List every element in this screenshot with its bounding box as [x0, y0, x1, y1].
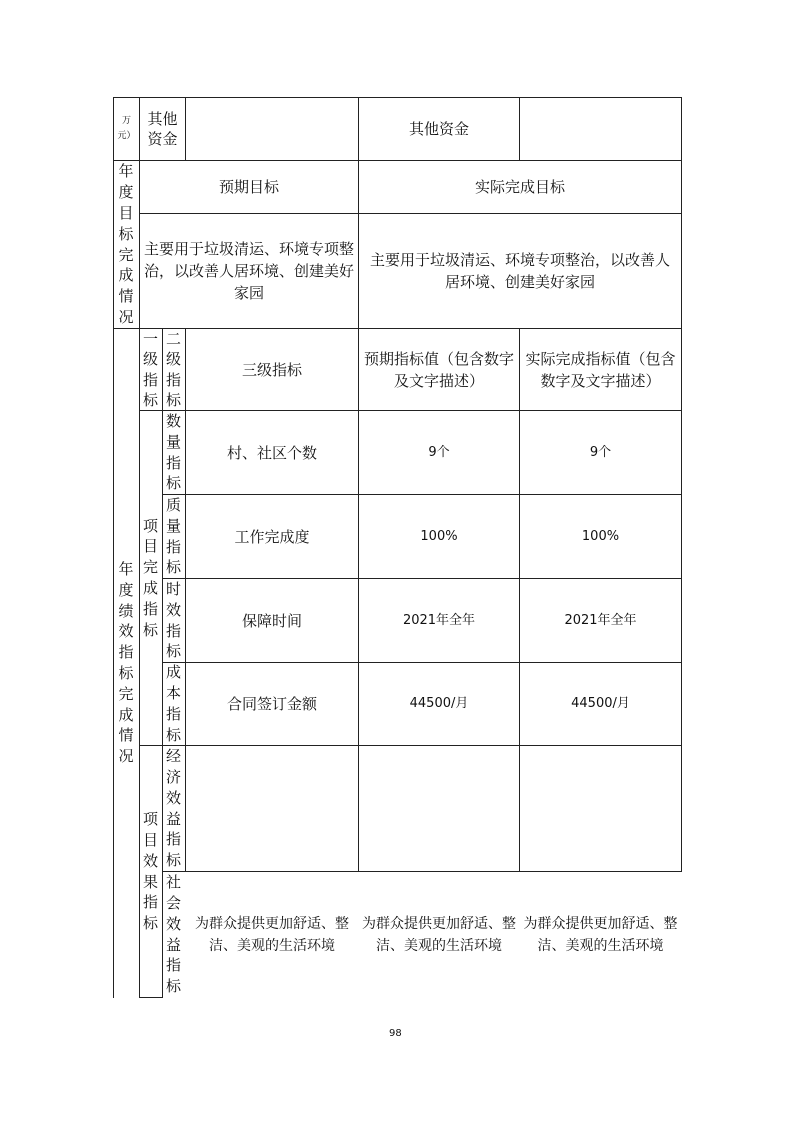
- column-divider-e: [185, 97, 186, 161]
- actual-value-header: 实际完成指标值（包含数字及文字描述）: [525, 349, 676, 390]
- row-time-expected: 2021年全年: [402, 612, 476, 628]
- level3-header: 三级指标: [241, 360, 302, 379]
- row-quality-level2: 质量指标: [166, 495, 182, 577]
- row-cost-actual: 44500/月: [571, 696, 630, 711]
- row-quality-expected: 100%: [420, 528, 458, 544]
- row-quality-actual: 100%: [581, 528, 620, 544]
- performance-side-label: 年度绩效指标完成情况: [118, 560, 134, 766]
- row-cost-level3: 合同签订金额: [226, 695, 317, 713]
- row-quantity-expected: 9个: [428, 444, 450, 460]
- expected-goal-header: 预期目标: [218, 178, 279, 196]
- row-quantity-level2: 数量指标: [166, 411, 182, 493]
- row-time-level3: 保障时间: [241, 611, 302, 630]
- level2-header: 二级指标: [166, 329, 182, 409]
- group-effect-label: 项目效果指标: [143, 810, 159, 933]
- row-time-level2: 时效指标: [166, 579, 182, 661]
- group-output-label: 项目完成指标: [143, 516, 159, 639]
- expected-value-header: 预期指标值（包含数字及文字描述）: [364, 349, 515, 390]
- annual-goal-side-label: 年度目标完成情况: [118, 162, 134, 326]
- actual-goal-text: 主要用于垃圾清运、环境专项整治，以改善人居环境、创建美好家园: [369, 251, 670, 291]
- row-economic-expected: [359, 746, 519, 871]
- page-number: 98: [389, 1028, 402, 1039]
- row-quality-level3: 工作完成度: [234, 527, 310, 546]
- other-funds-label-right: 其他资金: [408, 120, 469, 138]
- row-social-actual: 为群众提供更加舒适、整洁、美观的生活环境: [523, 915, 678, 954]
- row-social-expected: 为群众提供更加舒适、整洁、美观的生活环境: [362, 915, 516, 954]
- row-cost-level2: 成本指标: [166, 663, 182, 744]
- funds-unit-label: 万元）: [117, 116, 136, 141]
- row-quantity-actual: 9个: [589, 444, 612, 460]
- expected-goal-text: 主要用于垃圾清运、环境专项整治，以改善人居环境、创建美好家园: [143, 240, 354, 302]
- other-funds-label: 其他资金: [147, 110, 178, 148]
- row-economic-level3: [186, 746, 358, 871]
- row-time-actual: 2021年全年: [564, 612, 637, 628]
- level1-header: 一级指标: [143, 329, 159, 409]
- row-economic-actual: [520, 746, 681, 871]
- row-quantity-level3: 村、社区个数: [226, 443, 317, 462]
- row-economic-level2: 经济效益指标: [166, 747, 182, 870]
- row-social-level2: 社会效益指标: [166, 873, 182, 996]
- column-divider-h: [519, 97, 520, 161]
- actual-goal-header: 实际完成目标: [474, 178, 565, 196]
- row-social-level3: 为群众提供更加舒适、整洁、美观的生活环境: [195, 915, 349, 954]
- row-divider-bottom-stub: [139, 997, 163, 998]
- row-cost-expected: 44500/月: [409, 696, 469, 711]
